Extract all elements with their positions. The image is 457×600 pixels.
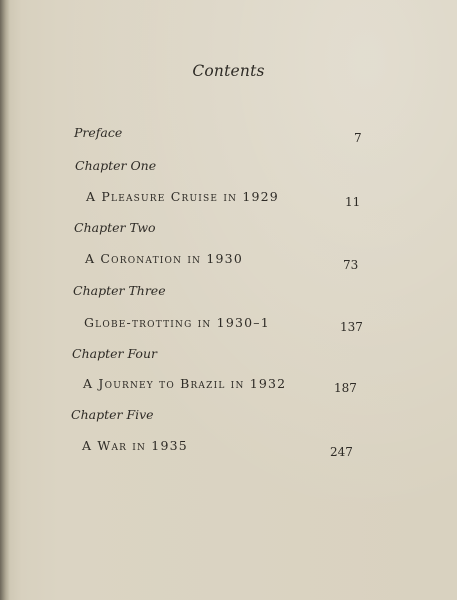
chapter-three-title: Globe-trotting in 1930–1 (84, 315, 270, 330)
chapter-four-label: Chapter Four (72, 346, 157, 361)
chapter-two-title: A Coronation in 1930 (85, 251, 243, 266)
chapter-two-page-number: 73 (343, 258, 359, 272)
chapter-five-label: Chapter Five (71, 407, 154, 422)
chapter-five-page-number: 247 (330, 445, 353, 459)
page-gutter-shadow (0, 0, 10, 600)
chapter-one-label: Chapter One (75, 158, 157, 173)
chapter-four-page-number: 187 (334, 381, 357, 395)
preface-page-number: 7 (354, 131, 362, 145)
chapter-two-label: Chapter Two (74, 220, 156, 235)
contents-heading: Contents (192, 62, 265, 80)
chapter-three-page-number: 137 (340, 320, 363, 334)
chapter-one-page-number: 11 (345, 195, 361, 209)
chapter-five-title: A War in 1935 (82, 438, 188, 453)
chapter-four-title: A Journey to Brazil in 1932 (83, 376, 287, 391)
chapter-one-title: A Pleasure Cruise in 1929 (86, 189, 279, 204)
chapter-three-label: Chapter Three (73, 283, 166, 298)
preface-label: Preface (74, 125, 123, 140)
